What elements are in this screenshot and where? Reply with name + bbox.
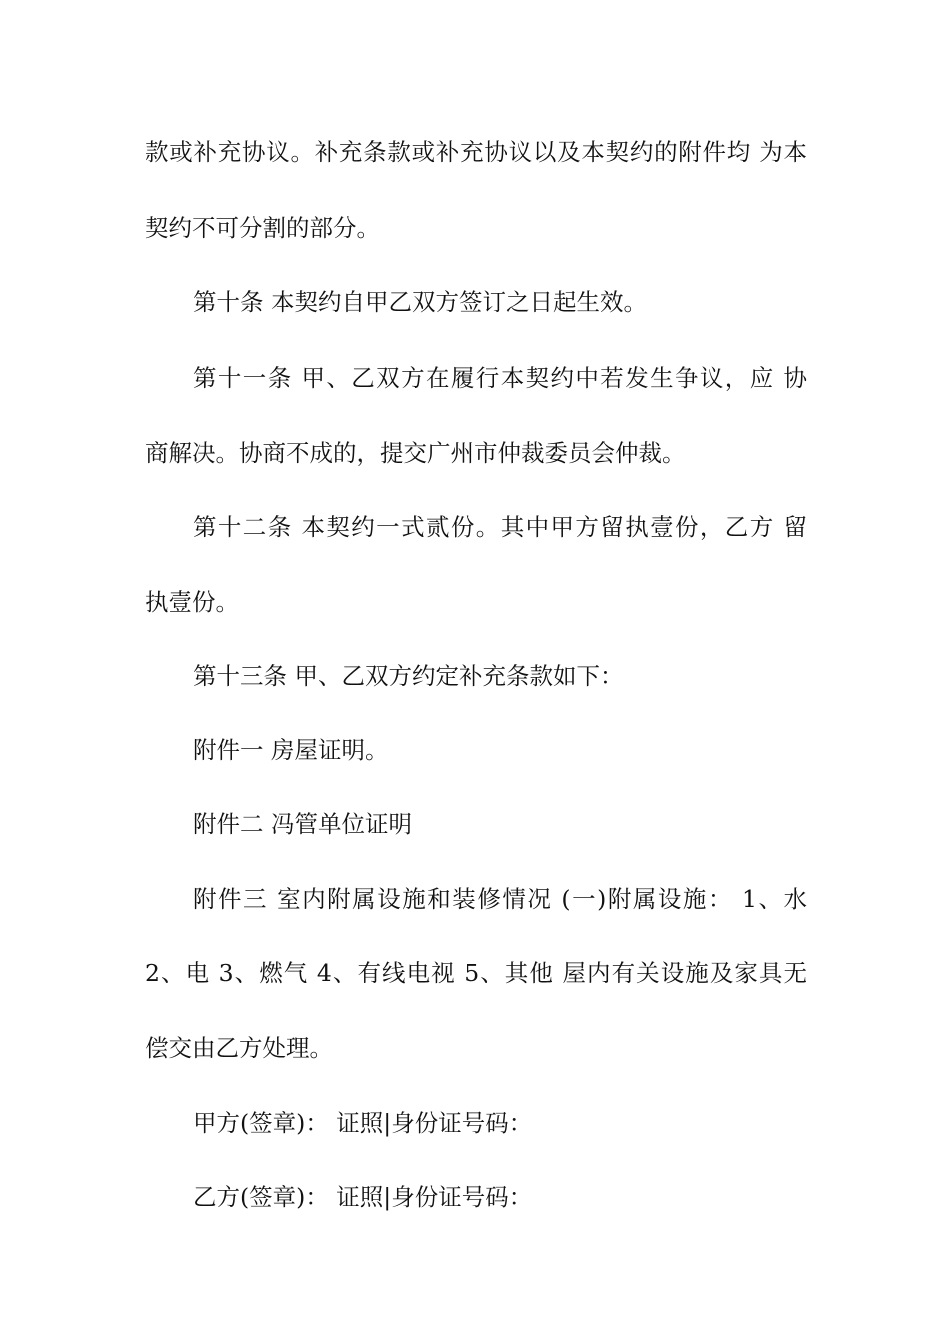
article-11-line-2: 商解决。协商不成的，提交广州市仲裁委员会仲裁。 xyxy=(145,439,686,467)
party-a-signature-line: 甲方(签章)： 证照|身份证号码： xyxy=(193,1109,533,1137)
party-b-signature-line: 乙方(签章)： 证照|身份证号码： xyxy=(193,1183,533,1211)
article-12-line-2: 执壹份。 xyxy=(145,588,239,616)
attachment-3-line-3: 偿交由乙方处理。 xyxy=(145,1034,333,1062)
article-10-line: 第十条 本契约自甲乙双方签订之日起生效。 xyxy=(193,288,647,316)
paragraph-line-supplement-continued: 款或补充协议。补充条款或补充协议以及本契约的附件均 为本 xyxy=(145,138,807,166)
article-12-line-1: 第十二条 本契约一式贰份。其中甲方留执壹份，乙方 留 xyxy=(193,513,807,541)
article-13-line: 第十三条 甲、乙双方约定补充条款如下： xyxy=(193,662,624,690)
attachment-2-line: 附件二 冯管单位证明 xyxy=(193,810,412,838)
attachment-3-line-1: 附件三 室内附属设施和装修情况 (一)附属设施： 1、水 xyxy=(193,885,807,913)
paragraph-line-inseparable-part: 契约不可分割的部分。 xyxy=(145,214,380,242)
attachment-3-line-2: 2、电 3、燃气 4、有线电视 5、其他 屋内有关设施及家具无 xyxy=(145,959,807,987)
article-11-line-1: 第十一条 甲、乙双方在履行本契约中若发生争议，应 协 xyxy=(193,364,807,392)
attachment-1-line: 附件一 房屋证明。 xyxy=(193,736,389,764)
